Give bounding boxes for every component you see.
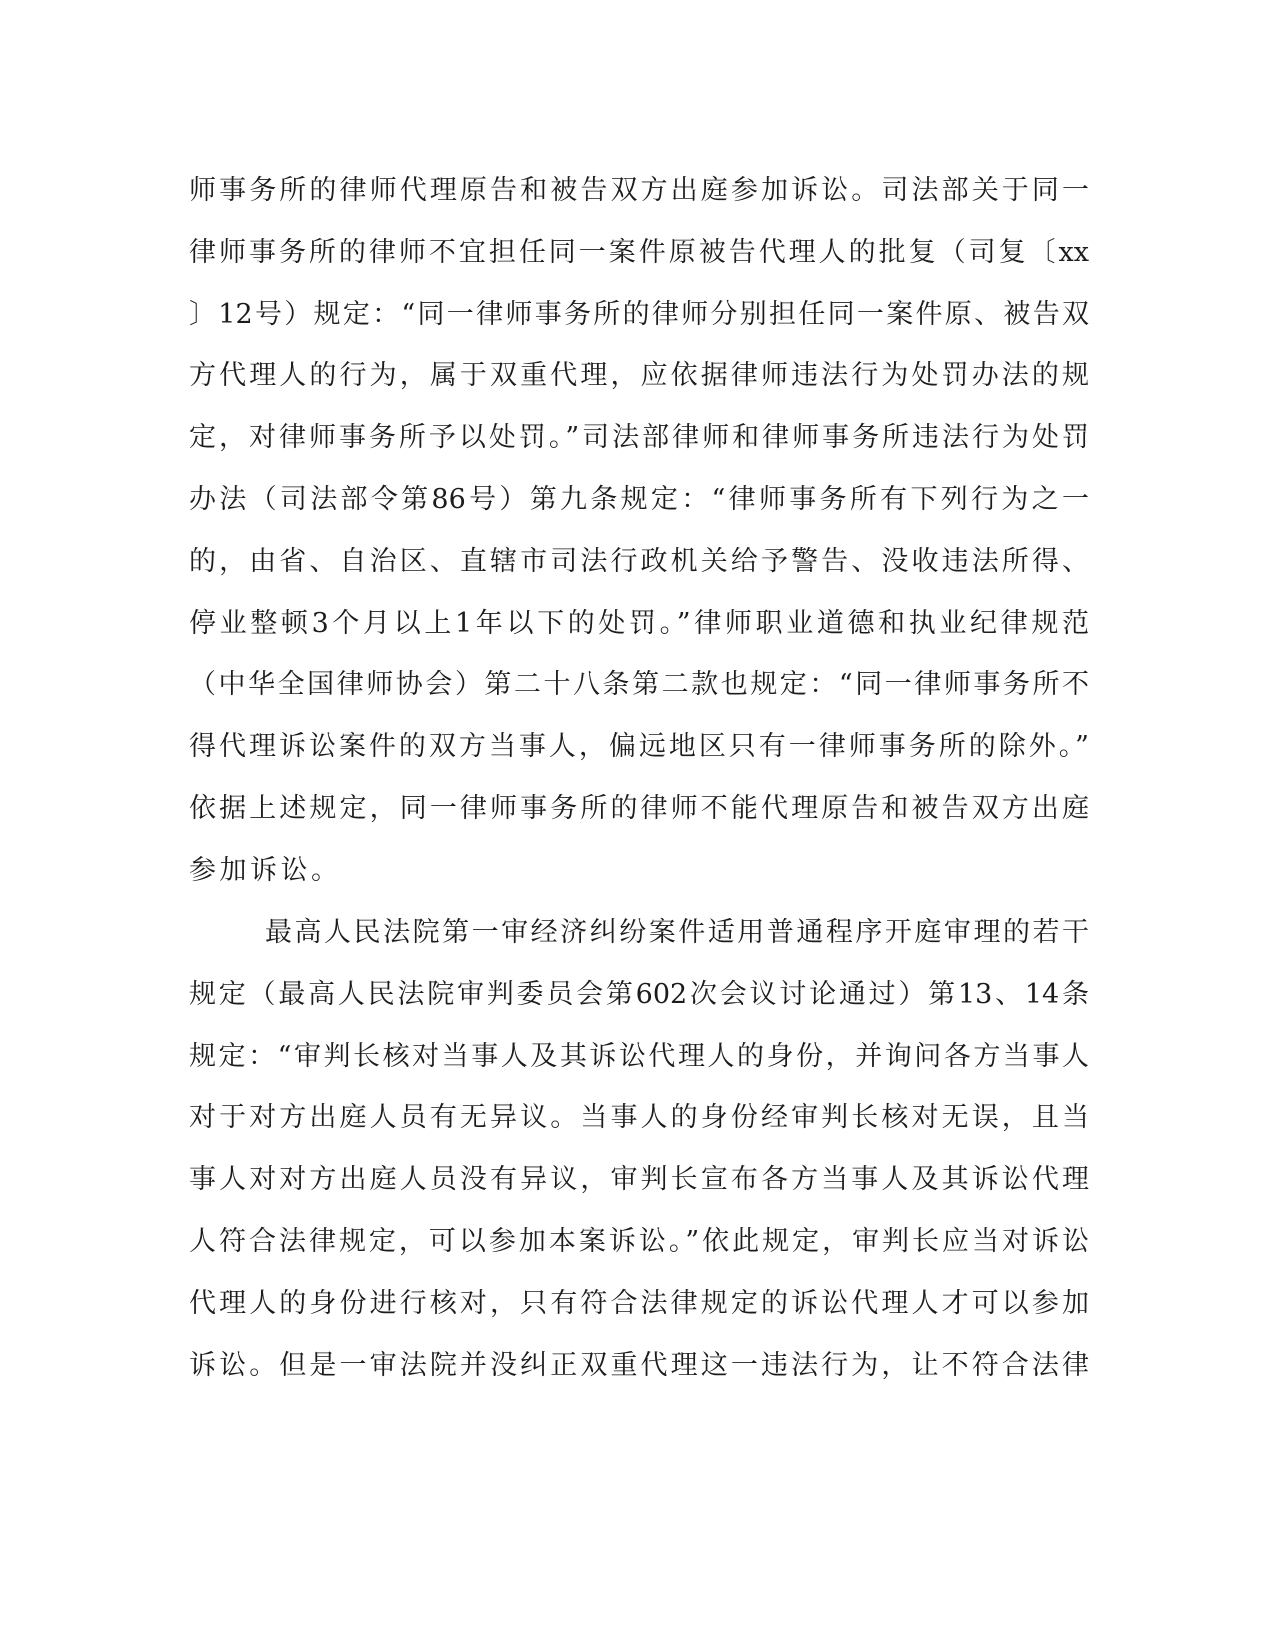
paragraph-line: 〕12号）规定：“同一律师事务所的律师分别担任同一案件原、被告双	[189, 298, 1089, 330]
paragraph-line: 师事务所的律师代理原告和被告双方出庭参加诉讼。司法部关于同一	[189, 175, 1089, 206]
paragraph-line: 对于对方出庭人员有无异议。当事人的身份经审判长核对无误，且当	[189, 1102, 1089, 1134]
paragraph-last-line: 参加诉讼。	[189, 854, 342, 886]
paragraph-line: 方代理人的行为，属于双重代理，应依据律师违法行为处罚办法的规	[189, 360, 1089, 392]
paragraph-line: 的，由省、自治区、直辖市司法行政机关给予警告、没收违法所得、	[189, 545, 1089, 577]
paragraph-line: 规定（最高人民法院审判委员会第602次会议讨论通过）第13、14条	[189, 978, 1089, 1010]
paragraph-2	[189, 902, 1089, 1396]
paragraph-line: 停业整顿3个月以上1年以下的处罚。”律师职业道德和执业纪律规范	[189, 607, 1089, 639]
paragraph-line: 定，对律师事务所予以处罚。”司法部律师和律师事务所违法行为处罚	[189, 422, 1089, 454]
paragraph-line: 得代理诉讼案件的双方当事人，偏远地区只有一律师事务所的除外。”	[189, 731, 1089, 763]
paragraph-line: 律师事务所的律师不宜担任同一案件原被告代理人的批复（司复〔xx	[189, 236, 1089, 268]
paragraph-line: 诉讼。但是一审法院并没纠正双重代理这一违法行为，让不符合法律	[189, 1349, 1089, 1381]
paragraph-line: 事人对对方出庭人员没有异议，审判长宣布各方当事人及其诉讼代理	[189, 1164, 1089, 1196]
paragraph-line: 依据上述规定，同一律师事务所的律师不能代理原告和被告双方出庭	[189, 792, 1089, 824]
paragraph-line: 办法（司法部令第86号）第九条规定：“律师事务所有下列行为之一	[189, 483, 1089, 515]
paragraph-line: 人符合法律规定，可以参加本案诉讼。”依此规定，审判长应当对诉讼	[189, 1225, 1089, 1257]
paragraph-line: 代理人的身份进行核对，只有符合法律规定的诉讼代理人才可以参加	[189, 1287, 1089, 1319]
paragraph-line: （中华全国律师协会）第二十八条第二款也规定：“同一律师事务所不	[189, 669, 1089, 701]
paragraph-line: 规定：“审判长核对当事人及其诉讼代理人的身份，并询问各方当事人	[189, 1040, 1089, 1072]
paragraph-1	[189, 160, 1089, 902]
paragraph-first-line: 最高人民法院第一审经济纠纷案件适用普通程序开庭审理的若干	[265, 917, 1089, 948]
